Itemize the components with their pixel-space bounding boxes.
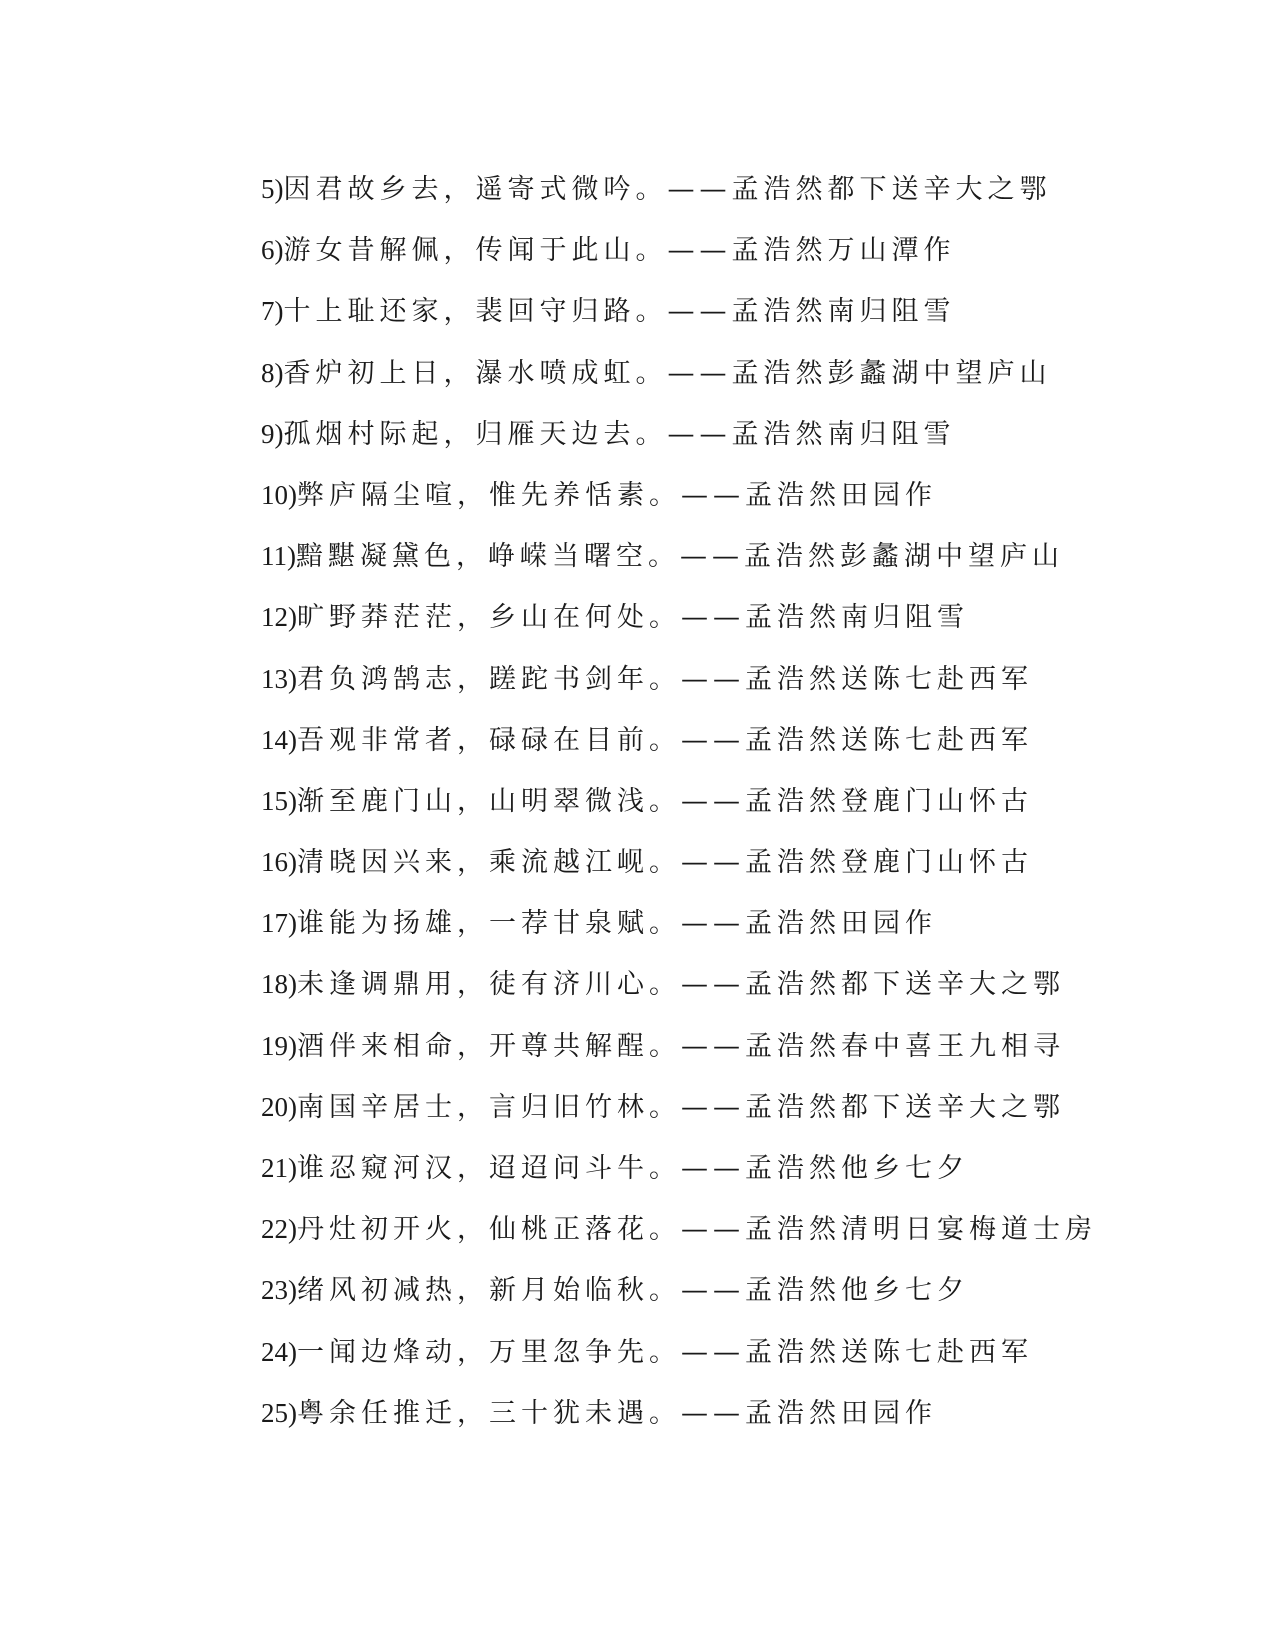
line-number: 6): [261, 235, 284, 266]
line-number: 19): [261, 1030, 297, 1061]
line-text: 君负鸿鹄志，蹉跎书剑年。——孟浩然送陈七赴西军: [297, 663, 1033, 695]
line-text: 清晓因兴来，乘流越江岘。——孟浩然登鹿门山怀古: [297, 847, 1033, 879]
line-text: 谁能为扬雄，一荐甘泉赋。——孟浩然田园作: [297, 908, 937, 940]
line-text: 南国辛居士，言归旧竹林。——孟浩然都下送辛大之鄂: [297, 1091, 1065, 1123]
line-text: 粤余任推迁，三十犹未遇。——孟浩然田园作: [297, 1397, 937, 1429]
poem-line: [261, 1388, 1161, 1449]
line-number: 10): [261, 479, 297, 510]
poem-line: [261, 1327, 1161, 1388]
line-number: 9): [261, 418, 284, 449]
line-text: 十上耻还家，裴回守归路。——孟浩然南归阻雪: [283, 296, 956, 328]
poem-line: [261, 654, 1161, 715]
line-number: 23): [261, 1275, 297, 1306]
poem-line: [261, 959, 1161, 1020]
line-text: 一闻边烽动，万里忽争先。——孟浩然送陈七赴西军: [297, 1336, 1033, 1368]
line-text: 香炉初上日，瀑水喷成虹。——孟浩然彭蠡湖中望庐山: [283, 357, 1052, 389]
line-text: 弊庐隔尘喧，惟先养恬素。——孟浩然田园作: [297, 479, 937, 511]
line-number: 13): [261, 663, 297, 694]
line-text: 酒伴来相命，开尊共解酲。——孟浩然春中喜王九相寻: [297, 1030, 1065, 1062]
poem-line: [261, 776, 1161, 837]
poem-line: [261, 164, 1161, 225]
line-number: 17): [261, 908, 297, 939]
poem-line: [261, 225, 1161, 286]
line-number: 25): [261, 1397, 297, 1428]
line-number: 21): [261, 1153, 297, 1183]
line-number: 11): [261, 541, 296, 572]
poem-line: [261, 1143, 1161, 1204]
line-number: 16): [261, 847, 297, 878]
poem-line: [261, 470, 1161, 531]
line-number: 12): [261, 602, 297, 633]
poem-line: [261, 1265, 1161, 1326]
poem-line: [261, 348, 1161, 409]
line-text: 丹灶初开火，仙桃正落花。——孟浩然清明日宴梅道士房: [297, 1214, 1097, 1246]
line-text: 谁忍窥河汉，迢迢问斗牛。——孟浩然他乡七夕: [297, 1153, 969, 1184]
line-text: 渐至鹿门山，山明翠微浅。——孟浩然登鹿门山怀古: [297, 785, 1033, 817]
line-number: 7): [261, 296, 284, 327]
poem-line: [261, 1082, 1161, 1143]
poem-line: [261, 592, 1161, 653]
line-number: 24): [261, 1336, 297, 1367]
poem-line: [261, 837, 1161, 898]
line-number: 15): [261, 785, 297, 816]
line-number: 18): [261, 969, 297, 1000]
line-number: 22): [261, 1214, 297, 1245]
line-number: 8): [261, 357, 284, 388]
poem-line: [261, 409, 1161, 470]
line-text: 未逢调鼎用，徒有济川心。——孟浩然都下送辛大之鄂: [297, 969, 1065, 1001]
poem-line: [261, 715, 1161, 776]
line-text: 吾观非常者，碌碌在目前。——孟浩然送陈七赴西军: [297, 724, 1033, 756]
line-text: 黯黮凝黛色，峥嵘当曙空。——孟浩然彭蠡湖中望庐山: [296, 541, 1064, 573]
line-number: 5): [261, 174, 284, 204]
line-text: 游女昔解佩，传闻于此山。——孟浩然万山潭作: [283, 235, 956, 267]
poem-line-list: [261, 164, 1161, 1449]
poem-line: [261, 1021, 1161, 1082]
line-text: 孤烟村际起，归雁天边去。——孟浩然南归阻雪: [283, 418, 956, 450]
line-number: 20): [261, 1091, 297, 1122]
poem-line: [261, 286, 1161, 347]
poem-line: [261, 1204, 1161, 1265]
line-text: 绪风初减热，新月始临秋。——孟浩然他乡七夕: [297, 1275, 969, 1307]
line-text: 旷野莽茫茫，乡山在何处。——孟浩然南归阻雪: [297, 602, 969, 634]
line-text: 因君故乡去，遥寄式微吟。——孟浩然都下送辛大之鄂: [283, 174, 1052, 205]
line-number: 14): [261, 724, 297, 755]
poem-line: [261, 898, 1161, 959]
poem-line: [261, 531, 1161, 592]
